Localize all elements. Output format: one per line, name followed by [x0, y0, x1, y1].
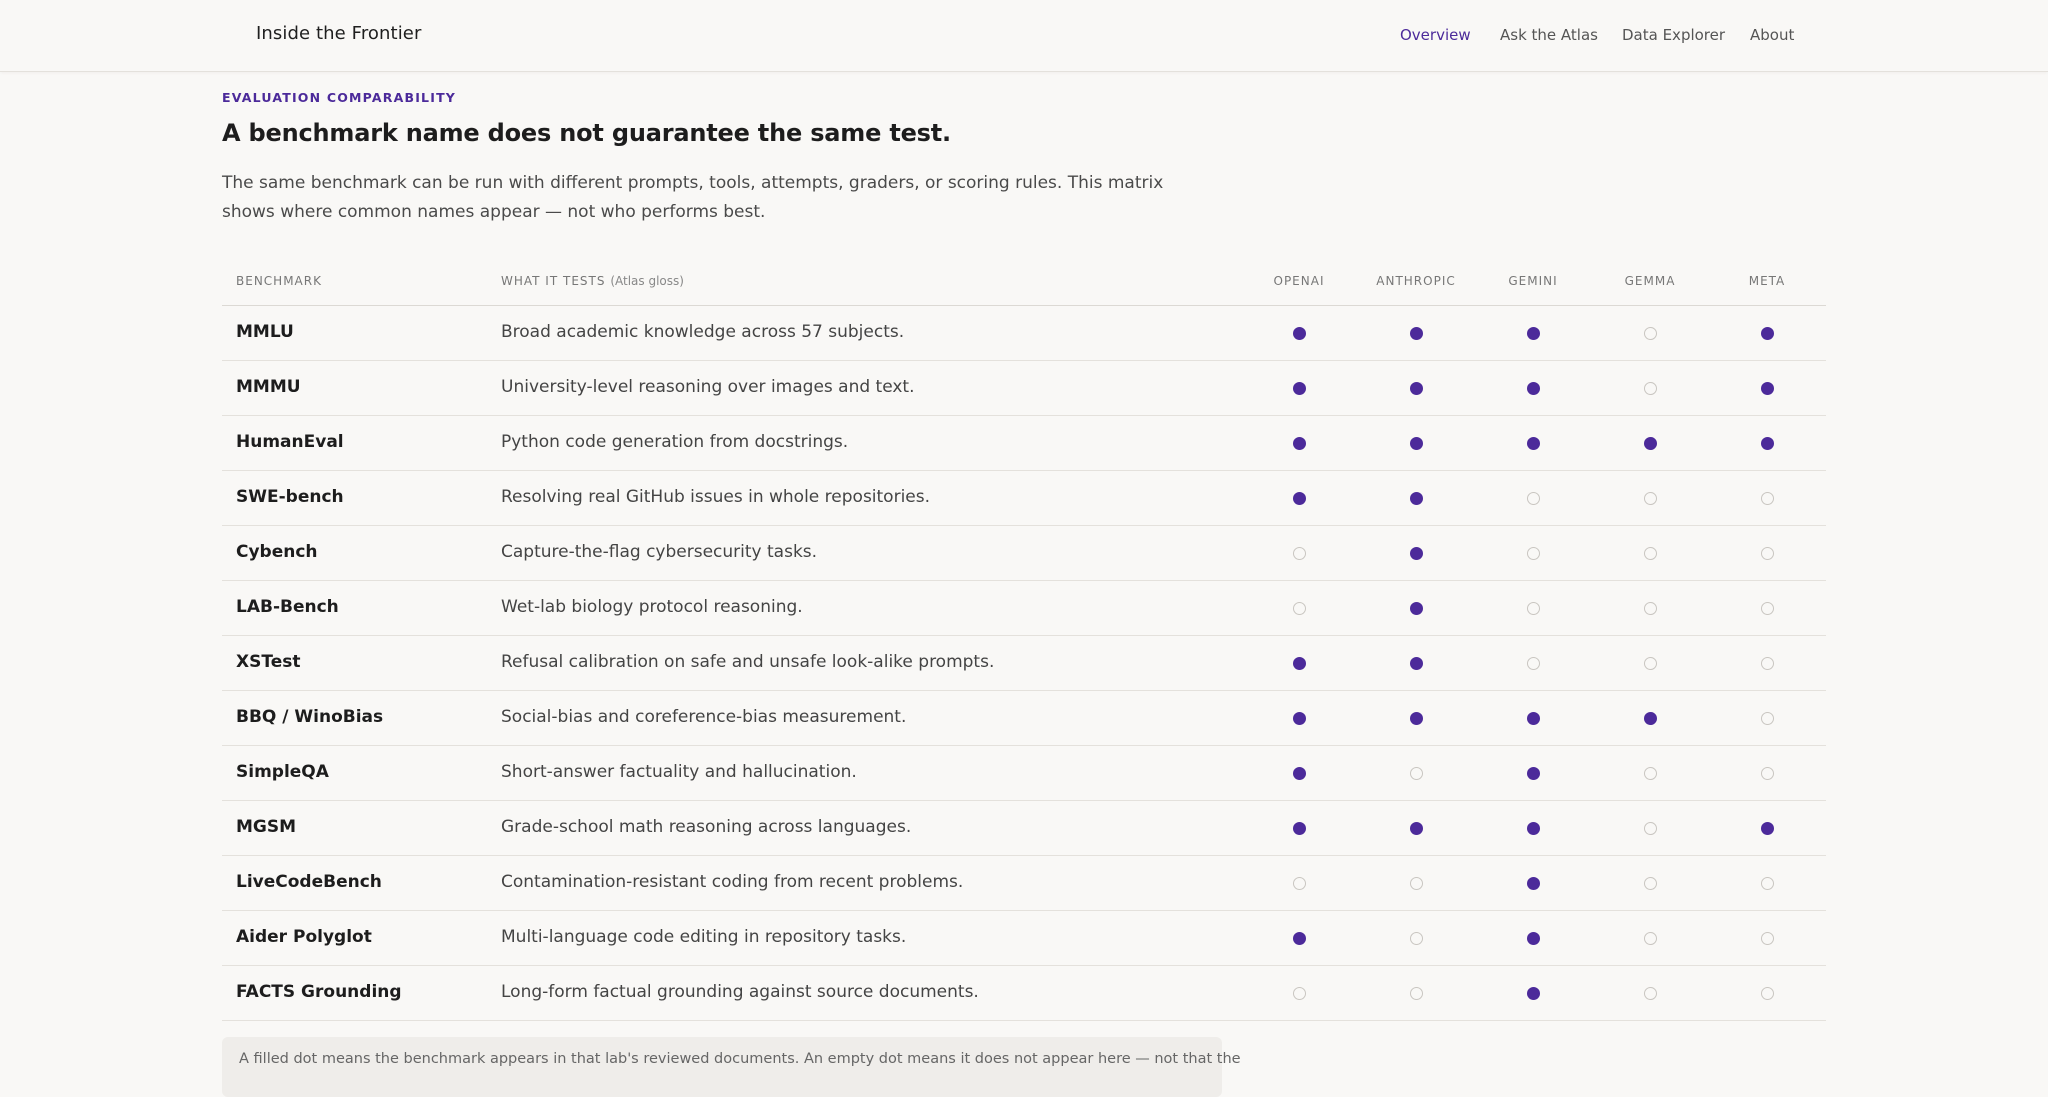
benchmark-description: Short-answer factuality and hallucination. — [501, 762, 857, 782]
filled-dot-icon — [1293, 382, 1306, 395]
filled-dot-icon — [1527, 327, 1540, 340]
table-row — [222, 471, 1826, 526]
table-row — [222, 526, 1826, 581]
filled-dot-icon — [1410, 712, 1423, 725]
nav-overview[interactable]: Overview — [1400, 26, 1471, 44]
filled-dot-icon — [1410, 492, 1423, 505]
filled-dot-icon — [1293, 932, 1306, 945]
benchmark-name: MGSM — [236, 817, 297, 837]
filled-dot-icon — [1527, 382, 1540, 395]
legend-footnote — [222, 1037, 1241, 1097]
empty-dot-icon — [1761, 712, 1774, 725]
filled-dot-icon — [1410, 657, 1423, 670]
benchmark-description: Resolving real GitHub issues in whole repositories. — [501, 487, 931, 507]
table-row — [222, 966, 1826, 1021]
empty-dot-icon — [1644, 987, 1657, 1000]
lab-headers — [222, 262, 1826, 305]
table-row — [222, 416, 1826, 471]
filled-dot-icon — [1293, 492, 1306, 505]
filled-dot-icon — [1527, 437, 1540, 450]
filled-dot-icon — [1410, 327, 1423, 340]
benchmark-description: University-level reasoning over images and text. — [501, 377, 915, 397]
empty-dot-icon — [1644, 602, 1657, 615]
filled-dot-icon — [1293, 327, 1306, 340]
table-row — [222, 306, 1826, 361]
empty-dot-icon — [1293, 877, 1306, 890]
header-lab-anthropic: ANTHROPIC — [1376, 274, 1456, 288]
filled-dot-icon — [1293, 437, 1306, 450]
filled-dot-icon — [1761, 822, 1774, 835]
empty-dot-icon — [1644, 382, 1657, 395]
benchmark-name: MMLU — [236, 322, 294, 342]
section-title: A benchmark name does not guarantee the same test. — [222, 119, 951, 147]
empty-dot-icon — [1527, 492, 1540, 505]
filled-dot-icon — [1761, 382, 1774, 395]
empty-dot-icon — [1644, 547, 1657, 560]
table-row — [222, 856, 1826, 911]
table-row — [222, 801, 1826, 856]
filled-dot-icon — [1293, 822, 1306, 835]
benchmark-description: Contamination-resistant coding from recent problems. — [501, 872, 964, 892]
header-benchmark: BENCHMARK — [236, 274, 322, 288]
empty-dot-icon — [1527, 547, 1540, 560]
empty-dot-icon — [1410, 767, 1423, 780]
filled-dot-icon — [1293, 657, 1306, 670]
benchmark-description: Grade-school math reasoning across languages. — [501, 817, 912, 837]
benchmark-name: LiveCodeBench — [236, 872, 382, 892]
benchmark-description: Multi-language code editing in repository tasks. — [501, 927, 907, 947]
empty-dot-icon — [1410, 987, 1423, 1000]
empty-dot-icon — [1293, 602, 1306, 615]
empty-dot-icon — [1644, 657, 1657, 670]
empty-dot-icon — [1644, 492, 1657, 505]
benchmark-name: Aider Polyglot — [236, 927, 372, 947]
footnote-text: A filled dot means the benchmark appears in that lab's reviewed documents. An empty dot means it does not appear here — not that the — [239, 1051, 1241, 1067]
filled-dot-icon — [1293, 767, 1306, 780]
empty-dot-icon — [1293, 987, 1306, 1000]
filled-dot-icon — [1644, 437, 1657, 450]
table-row — [222, 691, 1826, 746]
empty-dot-icon — [1527, 657, 1540, 670]
benchmark-name: FACTS Grounding — [236, 982, 402, 1002]
benchmark-description: Wet-lab biology protocol reasoning. — [501, 597, 803, 617]
matrix-body — [222, 306, 1826, 1021]
table-row — [222, 911, 1826, 966]
benchmark-matrix — [222, 262, 1826, 1021]
benchmark-description: Python code generation from docstrings. — [501, 432, 849, 452]
empty-dot-icon — [1761, 657, 1774, 670]
benchmark-name: SimpleQA — [236, 762, 329, 782]
empty-dot-icon — [1644, 767, 1657, 780]
header-lab-meta: META — [1748, 274, 1786, 288]
empty-dot-icon — [1761, 877, 1774, 890]
filled-dot-icon — [1410, 602, 1423, 615]
filled-dot-icon — [1293, 712, 1306, 725]
table-row — [222, 746, 1826, 801]
header-atlas-gloss-note: (Atlas gloss) — [610, 274, 684, 288]
empty-dot-icon — [1761, 602, 1774, 615]
benchmark-name: HumanEval — [236, 432, 344, 452]
benchmark-name: MMMU — [236, 377, 301, 397]
filled-dot-icon — [1527, 767, 1540, 780]
empty-dot-icon — [1761, 767, 1774, 780]
empty-dot-icon — [1410, 932, 1423, 945]
filled-dot-icon — [1527, 987, 1540, 1000]
empty-dot-icon — [1761, 932, 1774, 945]
filled-dot-icon — [1761, 437, 1774, 450]
filled-dot-icon — [1410, 437, 1423, 450]
header-lab-gemma: GEMMA — [1624, 274, 1676, 288]
filled-dot-icon — [1761, 327, 1774, 340]
empty-dot-icon — [1644, 932, 1657, 945]
header-lab-gemini: GEMINI — [1508, 274, 1558, 288]
benchmark-description: Refusal calibration on safe and unsafe look-alike prompts. — [501, 652, 995, 672]
nav-ask-the-atlas[interactable]: Ask the Atlas — [1500, 26, 1598, 44]
header-what-it-tests-label: WHAT IT TESTS — [501, 274, 606, 288]
nav-data-explorer[interactable]: Data Explorer — [1622, 26, 1726, 44]
filled-dot-icon — [1410, 547, 1423, 560]
empty-dot-icon — [1410, 877, 1423, 890]
empty-dot-icon — [1644, 327, 1657, 340]
benchmark-description: Long-form factual grounding against source documents. — [501, 982, 979, 1002]
section-eyebrow: EVALUATION COMPARABILITY — [222, 90, 457, 105]
benchmark-name: Cybench — [236, 542, 318, 562]
section-intro: The same benchmark can be run with different prompts, tools, attempts, graders, or scoring rules. This matrix shows where common names appear — not who performs best. — [222, 173, 1164, 222]
filled-dot-icon — [1644, 712, 1657, 725]
table-row — [222, 636, 1826, 691]
top-navbar — [0, 0, 2048, 72]
filled-dot-icon — [1410, 822, 1423, 835]
site-title[interactable]: Inside the Frontier — [256, 23, 422, 44]
table-row — [222, 361, 1826, 416]
filled-dot-icon — [1527, 712, 1540, 725]
empty-dot-icon — [1644, 877, 1657, 890]
filled-dot-icon — [1527, 822, 1540, 835]
filled-dot-icon — [1527, 932, 1540, 945]
empty-dot-icon — [1644, 822, 1657, 835]
filled-dot-icon — [1527, 877, 1540, 890]
nav-about[interactable]: About — [1750, 26, 1795, 44]
table-row — [222, 581, 1826, 636]
benchmark-name: XSTest — [236, 652, 301, 672]
benchmark-name: BBQ / WinoBias — [236, 707, 384, 727]
header-lab-openai: OPENAI — [1273, 274, 1325, 288]
empty-dot-icon — [1761, 987, 1774, 1000]
main-nav — [0, 26, 2048, 46]
empty-dot-icon — [1527, 602, 1540, 615]
benchmark-name: LAB-Bench — [236, 597, 339, 617]
benchmark-description: Capture-the-flag cybersecurity tasks. — [501, 542, 818, 562]
matrix-header — [222, 262, 1826, 306]
empty-dot-icon — [1761, 547, 1774, 560]
benchmark-name: SWE-bench — [236, 487, 344, 507]
benchmark-description: Broad academic knowledge across 57 subjects. — [501, 322, 905, 342]
empty-dot-icon — [1761, 492, 1774, 505]
filled-dot-icon — [1410, 382, 1423, 395]
empty-dot-icon — [1293, 547, 1306, 560]
benchmark-description: Social-bias and coreference-bias measurement. — [501, 707, 907, 727]
